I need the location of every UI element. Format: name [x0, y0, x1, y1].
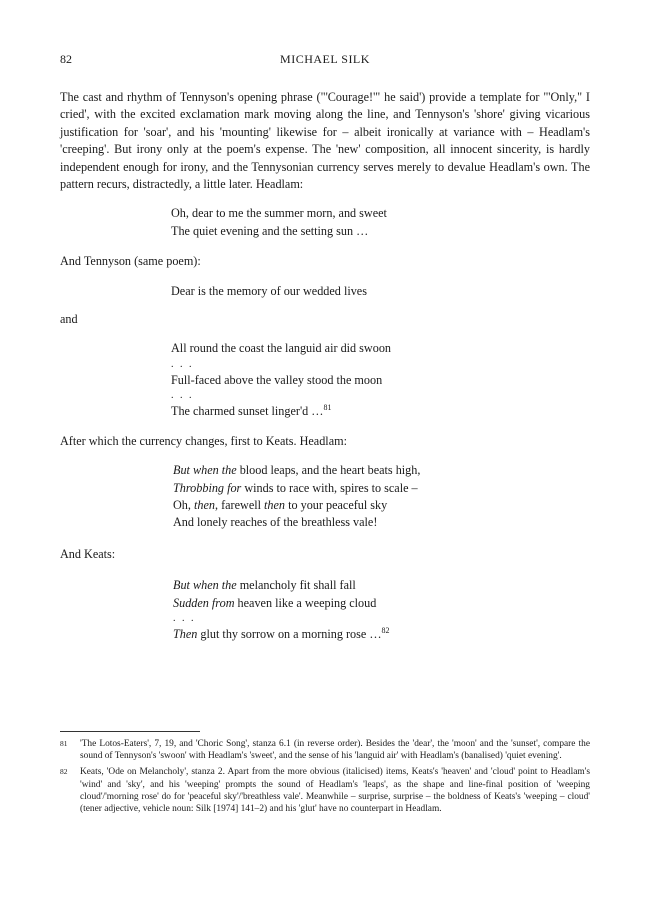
italic-text: Sudden from	[173, 595, 235, 610]
quote-line	[173, 595, 590, 612]
page-header	[60, 52, 590, 68]
quote-line: All round the coast the languid air did swoon	[171, 341, 392, 356]
quote-line-text: Oh,	[173, 497, 194, 512]
quote-line-text: blood leaps, and the heart beats high,	[236, 463, 421, 478]
running-head: MICHAEL SILK	[280, 52, 370, 66]
paragraph-2: And Tennyson (same poem):	[60, 254, 201, 269]
quote-line-text: winds to race with, spires to scale –	[241, 480, 418, 495]
ellipsis-marker: . . .	[173, 612, 196, 624]
quote-line	[173, 577, 590, 594]
footnote-ref-82[interactable]: 82	[381, 625, 390, 635]
quote-line-text: , farewell	[214, 497, 265, 512]
quote-headlam-2	[173, 462, 590, 532]
footnote-number: 81	[60, 739, 68, 748]
italic-text: But when the	[173, 578, 237, 593]
paragraph-1: The cast and rhythm of Tennyson's opening phrase ("'Courage!'" he said') provide a template for "'Only," I cried', with the excited exclamation mark moving along the line, and Tennyson's 'shore' giving vicarious justification for 'soar', and his 'mounting' likewise for – albeit ironically at variance with – Headlam's 'creeping'. But irony only at the poem's expense. The 'new' composition, all innocent sincerity, is hardly independent enough for irony, and the Tennysonian currency serves merely to devalue Headlam's own. The pattern recurs, distractedly, a little later. Headlam:	[60, 90, 590, 192]
footnote-ref-81[interactable]: 81	[323, 403, 332, 413]
quote-line: Dear is the memory of our wedded lives	[171, 283, 367, 298]
paragraph-4: After which the currency changes, first to Keats. Headlam:	[60, 433, 347, 448]
footnotes	[60, 738, 590, 819]
footnote-text: 'The Lotos-Eaters', 7, 19, and 'Choric Song', stanza 6.1 (in reverse order). Besides the 'dear', the 'moon' and the 'sunset', compare the sound of Tennyson's 'swoon' with Headlam's 'sweet', and the sense of his 'languid air' with Headlam's (banalised) 'quiet evening'.	[80, 739, 590, 762]
italic-text: then	[264, 497, 286, 512]
quote-tennyson-2	[171, 340, 590, 420]
italic-text: then	[194, 497, 215, 512]
quote-line-text: glut thy sorrow on a morning rose …	[197, 626, 382, 641]
page-number: 82	[60, 52, 72, 66]
paragraph-3: and	[60, 312, 78, 327]
quote-line	[171, 403, 590, 420]
footnote-number: 82	[60, 767, 68, 777]
paragraph-5: And Keats:	[60, 546, 116, 561]
quote-line: The quiet evening and the setting sun …	[171, 223, 369, 238]
quote-line	[173, 480, 590, 497]
quote-line	[173, 462, 590, 479]
italic-text: Throbbing for	[173, 480, 242, 495]
ellipsis-marker: . . .	[171, 390, 194, 402]
quote-line	[173, 626, 590, 643]
italic-text: Then	[173, 626, 198, 641]
footnote-text: Keats, 'Ode on Melancholy', stanza 2. Apart from the more obvious (italicised) items, Keats's 'heaven' and 'cloud' point to Headlam's 'wind' and 'sky', and his 'weeping' prompts the sound of Headlam's 'leaps', as the shape and line-final position of 'weeping cloud'/'morning rose' do for 'peaceful sky'/'breathless vale'. Meanwhile – surprise, surprise – the boldness of Keats's 'weeping – cloud' (tener adjective, vehicle noun: Silk [1974] 141–2) and his 'glut' have no counterpart in Headlam.	[80, 767, 590, 815]
quote-line-text: to your peaceful sky	[285, 497, 388, 512]
quote-line-text: The charmed sunset linger'd …	[171, 404, 324, 419]
italic-text: But when the	[173, 463, 237, 478]
main-text	[60, 89, 590, 643]
quote-line: And lonely reaches of the breathless vale!	[173, 515, 378, 530]
quote-headlam-1	[171, 205, 590, 240]
quote-tennyson-1	[171, 283, 590, 300]
quote-line: Oh, dear to me the summer morn, and sweet	[171, 206, 387, 221]
ellipsis-marker: . . .	[171, 358, 194, 370]
footnote-divider	[60, 731, 200, 732]
footnote-81	[60, 738, 590, 762]
quote-line-text: heaven like a weeping cloud	[234, 595, 377, 610]
quote-line	[173, 497, 590, 514]
quote-keats	[173, 577, 590, 643]
footnote-82	[60, 766, 590, 815]
quote-line-text: melancholy fit shall fall	[236, 578, 356, 593]
quote-line: Full-faced above the valley stood the moon	[171, 372, 383, 387]
